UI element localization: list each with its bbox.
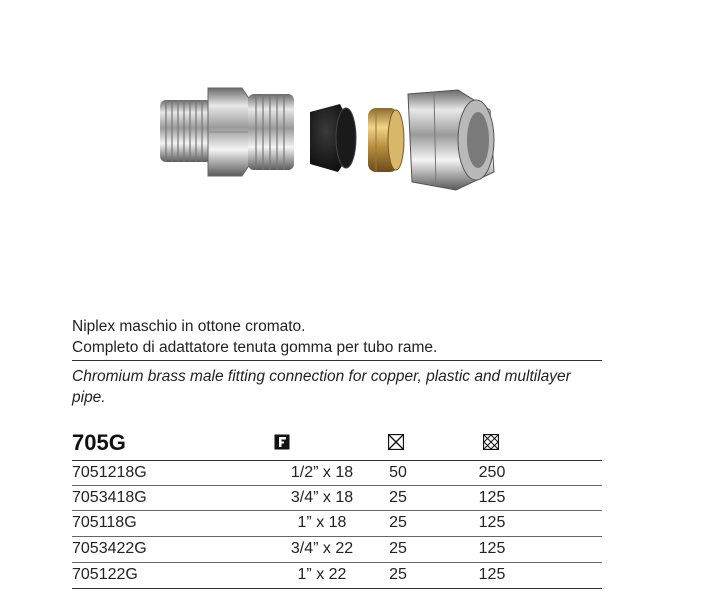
row-box-qty: 50 [389, 464, 407, 481]
table-row [72, 485, 602, 510]
table-bottom-divider [72, 588, 602, 589]
row-code: 705122G [72, 566, 138, 583]
brass-ring-part [368, 108, 404, 172]
nut-part [408, 90, 494, 190]
table-row [72, 510, 602, 535]
row-code: 7053418G [72, 489, 147, 506]
row-size: 1” x 18 [297, 514, 347, 531]
description-it-line-1: Niplex maschio in ottone cromato. [72, 318, 306, 335]
row-box-qty: 25 [389, 566, 407, 583]
carton-quantity-icon [483, 434, 499, 450]
row-carton-qty: 125 [478, 566, 506, 583]
nipple-part [160, 88, 294, 176]
table-row [72, 562, 602, 587]
description-it-line-2: Completo di adattatore tenuta gomma per tubo rame. [72, 339, 438, 356]
row-carton-qty: 125 [478, 489, 506, 506]
row-code: 705118G [72, 514, 137, 531]
product-code-title: 705G [72, 430, 126, 455]
description-italian [72, 316, 437, 358]
row-size: 1/2” x 18 [290, 464, 354, 481]
row-carton-qty: 250 [478, 464, 506, 481]
rubber-seal-part [310, 104, 356, 172]
row-box-qty: 25 [389, 540, 407, 557]
row-carton-qty: 125 [478, 514, 506, 531]
thread-size-icon [274, 434, 290, 450]
row-size: 3/4” x 18 [290, 489, 354, 506]
row-carton-qty: 125 [478, 540, 506, 557]
table-row [72, 536, 602, 561]
description-english: Chromium brass male fitting connection for copper, plastic and multilayer pipe. [72, 368, 571, 406]
product-photo [150, 60, 510, 210]
row-size: 1” x 22 [297, 566, 347, 583]
row-box-qty: 25 [389, 514, 407, 531]
box-quantity-icon [388, 434, 404, 450]
table-row [72, 460, 602, 485]
row-box-qty: 25 [389, 489, 407, 506]
divider [72, 360, 602, 361]
row-code: 7053422G [72, 540, 147, 557]
row-size: 3/4” x 22 [290, 540, 354, 557]
row-code: 7051218G [72, 464, 147, 481]
